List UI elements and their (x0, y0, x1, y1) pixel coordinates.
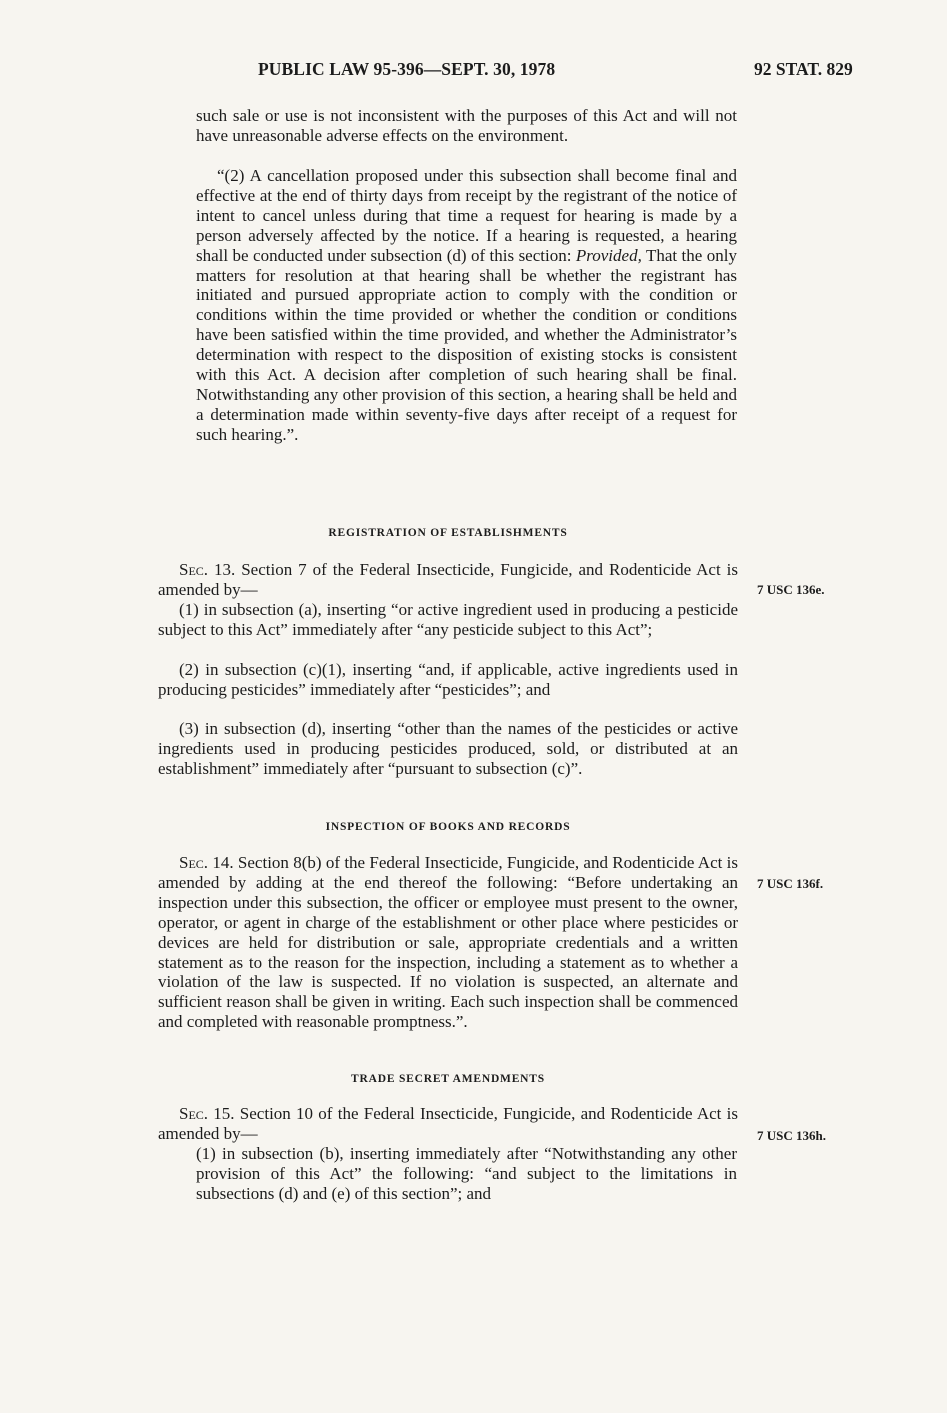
section-15-label: Sec. 15. (179, 1104, 235, 1123)
page-header (0, 59, 947, 83)
section-13-item-1: (1) in subsection (a), inserting “or active ingredient used in producing a pesticide subject to this Act” immediately after “any pesticide subject to this Act”; (158, 600, 738, 639)
section-15-item-1: (1) in subsection (b), inserting immediately after “Notwithstanding any other provision of this Act” the following: “and subject to the limitations in subsections (d) and (e) of this section”; and (196, 1144, 737, 1203)
section-14-text (158, 853, 738, 1032)
section-13-item-3: (3) in subsection (d), inserting “other than the names of the pesticides or active ingredients used in producing pesticides produced, sold, or distributed at an establishment” immediately after “pursuant to subsection (c)”. (158, 719, 738, 778)
section-15-margin-note: 7 USC 136h. (757, 1128, 826, 1143)
stat-page-number: 92 STAT. 829 (754, 59, 853, 79)
section-13-heading: REGISTRATION OF ESTABLISHMENTS (328, 527, 568, 539)
section-14-heading: INSPECTION OF BOOKS AND RECORDS (325, 821, 571, 833)
paragraph-2 (196, 166, 737, 445)
section-14-margin-note: 7 USC 136f. (757, 876, 824, 891)
public-law-title: PUBLIC LAW 95-396—SEPT. 30, 1978 (258, 59, 556, 79)
section-14-label: Sec. 14. (179, 853, 234, 872)
section-13-label: Sec. 13. (179, 560, 236, 579)
section-14-body: Section 8(b) of the Federal Insecticide, Fungicide, and Rodenticide Act is amended by adding at the end thereof the following: “Before undertaking an inspection under this subsection, the officer or employee must present to the owner, operator, or agent in charge of the establishment or other place where pesticides or devices are held for distribution or sale, appropriate credentials and a written statement as to the reason for the inspection, including a statement as to whether a violation of the law is suspected. If no violation is suspected, an alternate and sufficient reason shall be given in writing. Each such inspection shall be commenced and completed with reasonable promptness.”. (158, 853, 738, 1032)
section-13-margin-note: 7 USC 136e. (757, 582, 825, 597)
section-13-item-2: (2) in subsection (c)(1), inserting “and, if applicable, active ingredients used in producing pesticides” immediately after “pesticides”; and (158, 660, 738, 699)
paragraph-2-text-b: That the only matters for resolution at that hearing shall be whether the registrant has initiated and pursued appropriate action to comply with the condition or conditions within the time provided or whether the condition or conditions have been satisfied within the time provided, and whether the Administrator’s determination with respect to the disposition of existing stocks is consistent with this Act. A decision after completion of such hearing shall be final. Notwithstanding any other provision of this section, a hearing shall be held and a determination made within seventy-five days after receipt of a request for such hearing.”. (196, 245, 737, 444)
paragraph-2-text-a: “(2) A cancellation proposed under this subsection shall become final and effective at the end of thirty days from receipt by the registrant of the notice of intent to cancel unless during that time a request for hearing is made by a person adversely affected by the notice. If a hearing is requested, a hearing shall be conducted under subsection (d) of this section: (196, 166, 737, 265)
carryover-paragraph: such sale or use is not inconsistent with the purposes of this Act and will not have unreasonable adverse effects on the environment. (196, 106, 737, 145)
section-15-heading: TRADE SECRET AMENDMENTS (351, 1073, 545, 1085)
section-13-intro-text: Section 7 of the Federal Insecticide, Fungicide, and Rodenticide Act is amended by— (158, 560, 739, 599)
provided-italic: Provided, (575, 245, 642, 265)
section-13-intro (158, 560, 738, 600)
section-15-intro (158, 1104, 738, 1144)
section-15-intro-text: Section 10 of the Federal Insecticide, Fungicide, and Rodenticide Act is amended by— (158, 1104, 738, 1143)
